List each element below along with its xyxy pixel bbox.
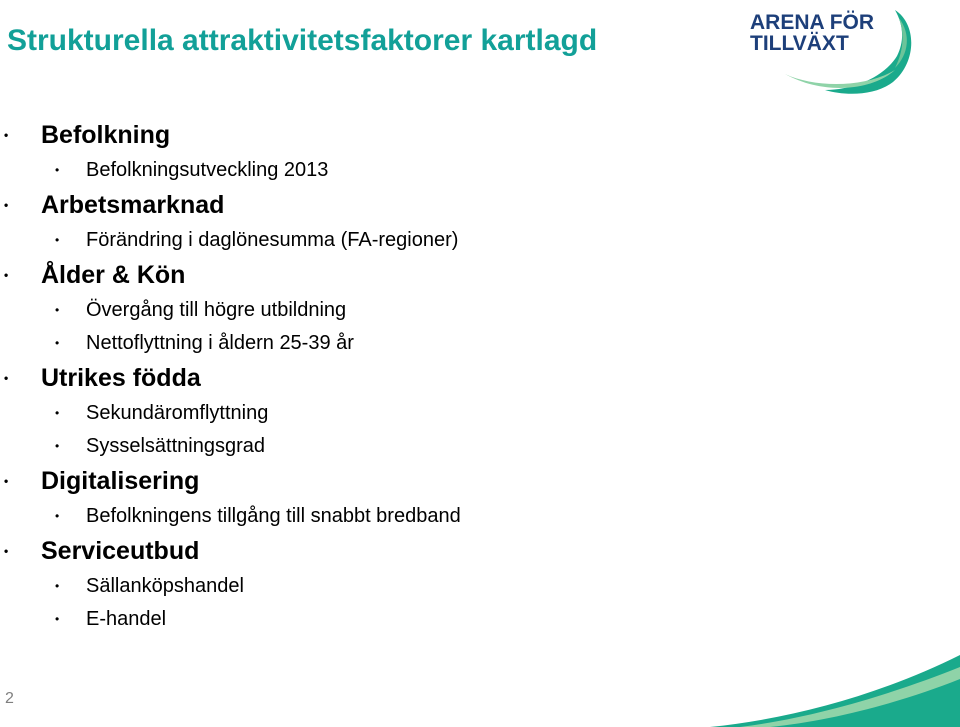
bullet-outline — [0, 118, 720, 637]
heading-befolkning — [0, 118, 720, 155]
item-text: Sällanköpshandel — [86, 575, 244, 597]
heading-text: Digitalisering — [41, 467, 200, 495]
bullet-icon: • — [4, 474, 9, 488]
item-text: Befolkningens tillgång till snabbt bredband — [86, 505, 461, 527]
item-text: Förändring i daglönesumma (FA-regioner) — [86, 229, 459, 251]
page-number: 2 — [5, 690, 14, 707]
corner-swoosh-icon — [710, 647, 960, 727]
item-text: Sekundäromflyttning — [86, 402, 269, 424]
heading-text: Befolkning — [41, 121, 171, 149]
list-item — [0, 328, 720, 361]
heading-arbetsmarknad — [0, 188, 720, 225]
heading-text: Utrikes födda — [41, 364, 201, 392]
bullet-icon: • — [4, 198, 9, 212]
heading-utrikes-fodda — [0, 361, 720, 398]
slide-title: Strukturella attraktivitetsfaktorer kartlagd — [7, 24, 598, 57]
item-text: E-handel — [86, 608, 167, 630]
bullet-icon: • — [55, 439, 60, 453]
list-item — [0, 571, 720, 604]
bullet-icon: • — [4, 544, 9, 558]
bullet-icon: • — [4, 128, 9, 142]
bullet-icon: • — [4, 371, 9, 385]
item-text: Nettoflyttning i åldern 25-39 år — [86, 332, 354, 354]
list-item — [0, 155, 720, 188]
heading-digitalisering — [0, 464, 720, 501]
bullet-icon: • — [4, 268, 9, 282]
logo-line-2: TILLVÄXT — [750, 32, 849, 55]
bullet-icon: • — [55, 233, 60, 247]
heading-text: Serviceutbud — [41, 537, 200, 565]
list-item — [0, 431, 720, 464]
heading-text: Ålder & Kön — [41, 261, 186, 289]
heading-serviceutbud — [0, 534, 720, 571]
bullet-icon: • — [55, 336, 60, 350]
list-item — [0, 295, 720, 328]
bullet-icon: • — [55, 612, 60, 626]
heading-alder-kon — [0, 258, 720, 295]
logo-line-1: ARENA FÖR — [750, 11, 875, 34]
heading-text: Arbetsmarknad — [41, 191, 225, 219]
arena-for-tillvaxt-logo — [745, 4, 917, 96]
bullet-icon: • — [55, 509, 60, 523]
list-item — [0, 398, 720, 431]
item-text: Befolkningsutveckling 2013 — [86, 159, 329, 181]
bullet-icon: • — [55, 579, 60, 593]
bullet-icon: • — [55, 406, 60, 420]
bullet-icon: • — [55, 163, 60, 177]
list-item — [0, 501, 720, 534]
list-item — [0, 225, 720, 258]
item-text: Övergång till högre utbildning — [86, 299, 347, 321]
bullet-icon: • — [55, 303, 60, 317]
list-item — [0, 604, 720, 637]
item-text: Sysselsättningsgrad — [86, 435, 265, 457]
